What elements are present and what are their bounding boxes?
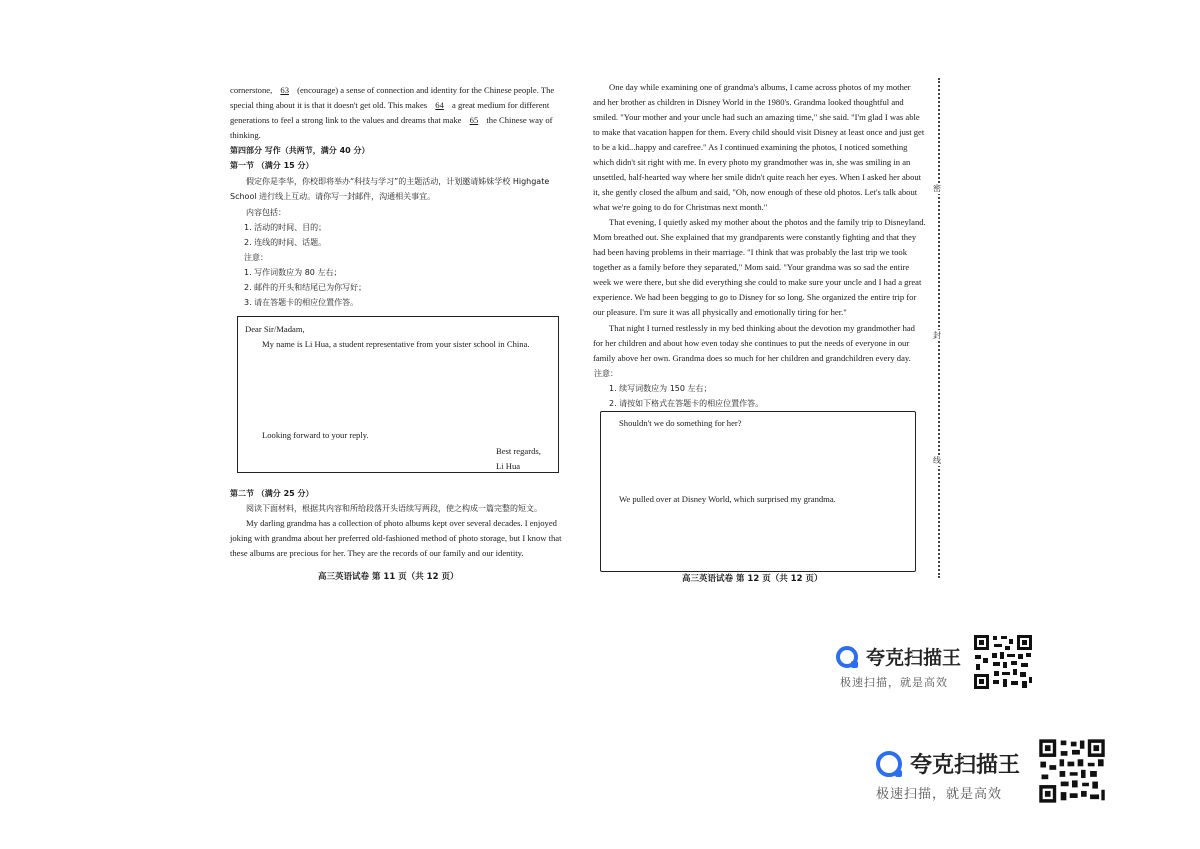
note-label: 注意： <box>594 369 618 378</box>
letter-regards: Best regards, <box>496 446 541 456</box>
story-line: That evening, I quietly asked my mother about the photos and the family trip to Disneyland. <box>609 217 926 227</box>
letter-closing: Looking forward to your reply. <box>262 430 369 440</box>
story-line: experience. We had been begging to go to Disney for so long. She organized the entire trip for <box>593 292 917 302</box>
left-page-footer: 高三英语试卷 第 11 页（共 12 页） <box>318 572 459 582</box>
right-page-footer: 高三英语试卷 第 12 页（共 12 页） <box>682 574 823 584</box>
note-item: 1. 续写词数应为 150 左右； <box>609 384 712 393</box>
story-line: week we were there, but she did everything she could to make sure your uncle and I had a great <box>593 277 922 287</box>
story-line: One day while examining one of grandma's albums, I came across photos of my mother <box>609 82 911 92</box>
story-line: unsettled, half-hearted way where her smile didn't quite reach her eyes. When I asked her about <box>593 172 922 182</box>
passage-line: generations to feel a strong link to the values and dreams that make 65 the Chinese way of <box>230 113 553 128</box>
note-item: 2. 邮件的开头和结尾已为你写好； <box>244 283 367 292</box>
section1-prompt: School 进行线上互动。请你写一封邮件，沟通相关事宜。 <box>230 192 436 201</box>
story-line: these albums are precious for her. They are the records of our family and our identity. <box>230 548 524 558</box>
watermark-tagline: 极速扫描，就是高效 <box>876 787 1003 802</box>
section2-title: 第二节 （满分 25 分） <box>230 489 314 498</box>
story-line: smiled. "Your mother and your uncle had such an amazing time," she said. "I'm glad I was able <box>593 112 920 122</box>
note-item: 1. 写作词数应为 80 左右； <box>244 268 342 277</box>
story-line: Mom breathed out. She explained that my grandparents were constantly fighting and that they <box>593 232 917 242</box>
content-item: 2. 连线的时间、话题。 <box>244 238 327 247</box>
passage-line: thinking. <box>230 130 261 140</box>
story-line: had been having problems in their marriage. "I think that was probably the last trip we took <box>593 247 907 257</box>
story-line: what we're going to do for Christmas next month." <box>593 202 768 212</box>
paragraph2-opening: We pulled over at Disney World, which surprised my grandma. <box>619 494 836 504</box>
story-line: and her brother as children in Disney World in the 1980's. Grandma looked thoughtful and <box>593 97 904 107</box>
content-label: 内容包括： <box>246 208 286 217</box>
passage-line: special thing about it is that it doesn't get old. This makes 64 a great medium for different <box>230 98 549 113</box>
watermark-tagline: 极速扫描，就是高效 <box>840 676 948 689</box>
qr-code-icon <box>1037 737 1107 805</box>
blank-65: 65 <box>469 115 479 125</box>
story-line: together as a family before they separated," Mom said. "Your grandma was so sad the entire <box>593 262 910 272</box>
blank-64: 64 <box>435 100 444 110</box>
passage-line: cornerstone, 63 (encourage) a sense of connection and identity for the Chinese people. The <box>230 83 554 98</box>
section1-prompt: 假定你是李华，你校即将举办“科技与学习”的主题活动，计划邀请姊妹学校 Highgate <box>246 177 550 186</box>
content-item: 1. 活动的时间、目的； <box>244 223 327 232</box>
scanner-logo-icon <box>876 751 902 777</box>
letter-intro: My name is Li Hua, a student representative from your sister school in China. <box>262 339 530 349</box>
story-line: which didn't sit right with me. In every photo my grandmother was in, she was smiling in an <box>593 157 911 167</box>
qr-code-icon <box>972 633 1034 691</box>
story-line: for her children and about how even today she continues to put the needs of everyone in our <box>593 338 910 348</box>
note-item: 3. 请在答题卡的相应位置作答。 <box>244 298 359 307</box>
letter-signature: Li Hua <box>496 461 521 471</box>
binding-dotted-line <box>938 78 940 578</box>
binding-label: 密 <box>933 184 941 193</box>
story-line: joking with grandma about her preferred old-fashioned method of photo storage, but I know that <box>230 533 562 543</box>
letter-answer-box <box>237 316 559 473</box>
binding-label: 线 <box>933 456 941 465</box>
story-line: our pleasure. I'm sure it was all physically and emotionally tiring for her." <box>593 307 847 317</box>
section2-prompt: 阅读下面材料，根据其内容和所给段落开头语续写两段，使之构成一篇完整的短文。 <box>246 504 542 513</box>
story-line: My darling grandma has a collection of photo albums kept over several decades. I enjoyed <box>246 518 557 528</box>
note-label: 注意： <box>244 253 268 262</box>
story-line: to be a kid...happy and carefree." As I continued examining the photos, I noticed something <box>593 142 908 152</box>
story-line: it, she gently closed the album and said, "Oh, now enough of these old photos. Let's talk about <box>593 187 918 197</box>
watermark-brand-name: 夸克扫描王 <box>866 647 962 669</box>
paragraph1-opening: Shouldn't we do something for her? <box>619 418 742 428</box>
watermark-brand-name: 夸克扫描王 <box>910 753 1021 778</box>
note-item: 2. 请按如下格式在答题卡的相应位置作答。 <box>609 399 764 408</box>
section1-title: 第一节 （满分 15 分） <box>230 161 314 170</box>
continuation-answer-box <box>600 411 916 572</box>
letter-greeting: Dear Sir/Madam, <box>245 324 305 334</box>
part4-title: 第四部分 写作（共两节，满分 40 分） <box>230 146 370 155</box>
blank-63: 63 <box>280 85 289 95</box>
story-line: That night I turned restlessly in my bed thinking about the devotion my grandmother had <box>609 323 915 333</box>
story-line: to make that vacation happen for them. Every child should visit Disney at least once and just get <box>593 127 925 137</box>
story-line: family above her own. Grandma does so much for her children and grandchildren every day. <box>593 353 911 363</box>
scanner-logo-icon <box>836 646 858 668</box>
binding-label: 封 <box>933 331 941 340</box>
